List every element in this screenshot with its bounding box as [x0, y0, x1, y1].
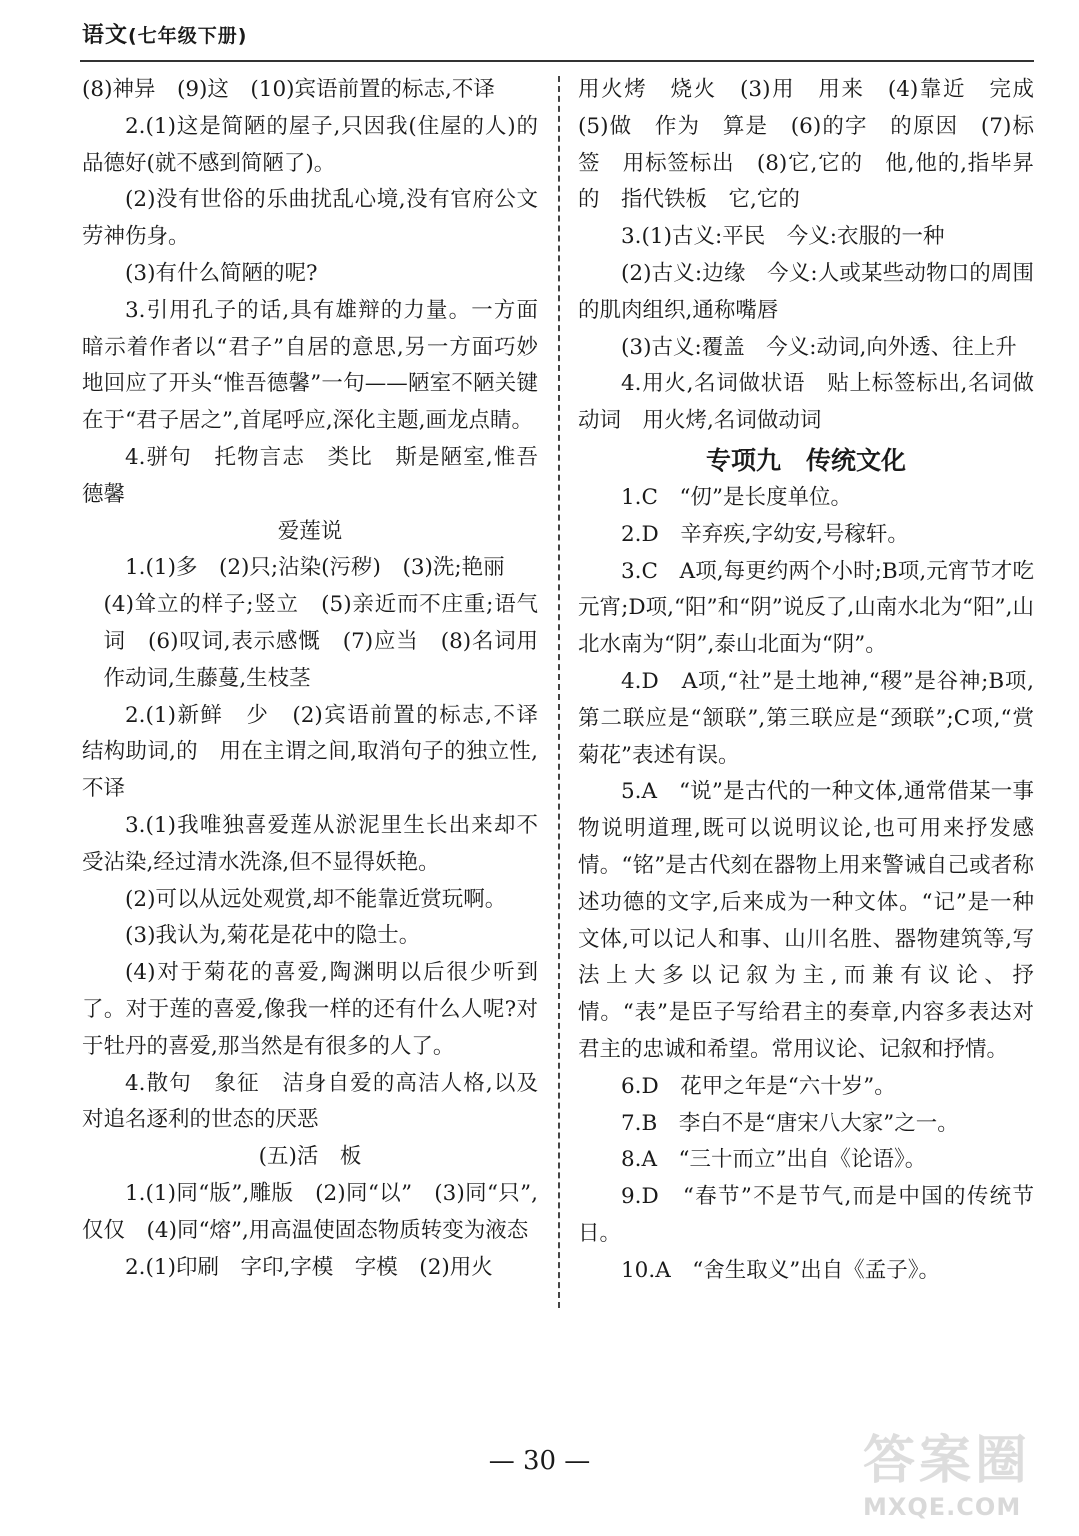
answer-paragraph: (8)神异 (9)这 (10)宾语前置的标志,不译	[82, 77, 495, 102]
running-header	[82, 18, 247, 49]
answer-paragraph: 1.C “仞”是长度单位。	[621, 484, 852, 510]
answer-paragraph: 2.(1)印刷 字印,字模 字模 (2)用火	[125, 1254, 493, 1280]
section-title: 专项九 传统文化	[705, 445, 906, 475]
left-column	[82, 72, 560, 1286]
answer-paragraph: 3.(1)我唯独喜爱莲从淤泥里生长出来却不受沾染,经过清水洗涤,但不显得妖艳。	[82, 812, 538, 875]
answer-paragraph: 2.(1)新鲜 少 (2)宾语前置的标志,不译 结构助词,的 用在主谓之间,取消句子的独立性,不译	[82, 702, 560, 802]
answer-paragraph: (4)对于菊花的喜爱,陶渊明以后很少听到了。对于莲的喜爱,像我一样的还有什么人呢?对于牡丹的喜爱,那当然是有很多的人了。	[82, 960, 538, 1059]
answer-paragraph: 8.A “三十而立”出自《论语》。	[621, 1147, 927, 1173]
page-number: — 30 —	[488, 1446, 591, 1476]
answer-paragraph: 3.(1)古义:平民 今义:衣服的一种	[621, 224, 945, 250]
answer-paragraph: (3)我认为,菊花是花中的隐士。	[125, 923, 421, 949]
answer-paragraph: 3.引用孔子的话,具有雄辩的力量。一方面暗示着作者以“君子”自居的意思,另一方面巧妙地回应了开头“惟吾德馨”一句——陋室不陋关键在于“君子居之”,首尾呼应,深化主题,画龙点睛。	[82, 297, 538, 434]
answer-paragraph: (3)有什么简陋的呢?	[125, 260, 318, 286]
answer-paragraph: 5.A “说”是古代的一种文体,通常借某一事物说明道理,既可以说明议论,也可用来抒发感情。“铭”是古代刻在器物上用来警诫自己或者称述功德的文字,后来成为一种文体。“记”是一种文体,可以记人和事、山川名胜、器物建筑等,写法上大多以记叙为主,而兼有议论、抒情。“表”是臣子写给君主的奏章,内容多表达对君主的忠诚和希望。常用议论、记叙和抒情。	[578, 779, 1034, 1062]
answer-paragraph: 9.D “春节”不是节气,而是中国的传统节日。	[578, 1184, 1034, 1246]
header-subject: 语文	[82, 23, 129, 48]
section-heading: (五)活 板	[258, 1144, 362, 1170]
answer-paragraph: 4.D A项,“社”是土地神,“稷”是谷神;B项,第二联应是“颔联”,第三联应是“颈联”;C项,“赏菊花”表述有误。	[578, 668, 1034, 768]
answer-paragraph: 4.用火,名词做状语 贴上标签标出,名词做动词 用火烤,名词做动词	[578, 371, 1034, 434]
answer-paragraph: 7.B 李白不是“唐宋八大家”之一。	[621, 1110, 959, 1136]
answer-paragraph: (2)可以从远处观赏,却不能靠近赏玩啊。	[125, 886, 507, 912]
column-divider	[558, 76, 560, 1308]
right-column	[578, 72, 1056, 1290]
answer-paragraph: 10.A “舍生取义”出自《孟子》。	[621, 1257, 940, 1283]
answer-paragraph: (4)耸立的样子;竖立 (5)亲近而不庄重;语气词 (6)叹词,表示感慨 (7)应当 (8)名词用作动词,生藤蔓,生枝茎	[103, 592, 538, 691]
answer-paragraph: 3.C A项,每更约两个小时;B项,元宵节才吃元宵;D项,“阳”和“阴”说反了,山南水北为“阳”,山北水南为“阴”,泰山北面为“阴”。	[578, 558, 1034, 658]
answer-paragraph: 2.D 辛弃疾,字幼安,号稼轩。	[621, 521, 909, 547]
answer-paragraph: 4.骈句 托物言志 类比 斯是陋室,惟吾德馨	[82, 444, 538, 507]
answer-paragraph: 1.(1)同“版”,雕版 (2)同“以” (3)同“只”,仅仅 (4)同“熔”,用高温使固态物质转变为液态	[82, 1180, 538, 1243]
header-rule	[80, 60, 1034, 62]
watermark-text: 答案圈	[863, 1431, 1032, 1491]
answer-paragraph: 4.散句 象征 洁身自爱的高洁人格,以及对追名逐利的世态的厌恶	[82, 1070, 538, 1133]
answer-paragraph: 用火烤 烧火 (3)用 用来 (4)靠近 完成 (5)做 作为 算是 (6)的字 的原因 (7)标签 用标签标出 (8)它,它的 他,他的,指毕昇的 指代铁板 它,它的	[578, 77, 1056, 213]
answer-paragraph: 1.(1)多 (2)只;沾染(污秽) (3)洗;艳丽	[125, 555, 505, 581]
answer-paragraph: 2.(1)这是简陋的屋子,只因我(住屋的人)的品德好(就不感到简陋了)。	[82, 113, 538, 176]
header-volume: (七年级下册)	[128, 25, 248, 47]
answer-paragraph: (2)没有世俗的乐曲扰乱心境,没有官府公文劳神伤身。	[82, 187, 538, 250]
answer-paragraph: (3)古义:覆盖 今义:动词,向外透、往上升	[621, 334, 1017, 360]
watermark-logo	[863, 1418, 1053, 1528]
watermark-url: MXQE.COM	[863, 1493, 1022, 1521]
answer-paragraph: (2)古义:边缘 今义:人或某些动物口的周围的肌肉组织,通称嘴唇	[578, 260, 1034, 323]
section-heading: 爱莲说	[277, 518, 343, 544]
answer-paragraph: 6.D 花甲之年是“六十岁”。	[621, 1073, 896, 1099]
